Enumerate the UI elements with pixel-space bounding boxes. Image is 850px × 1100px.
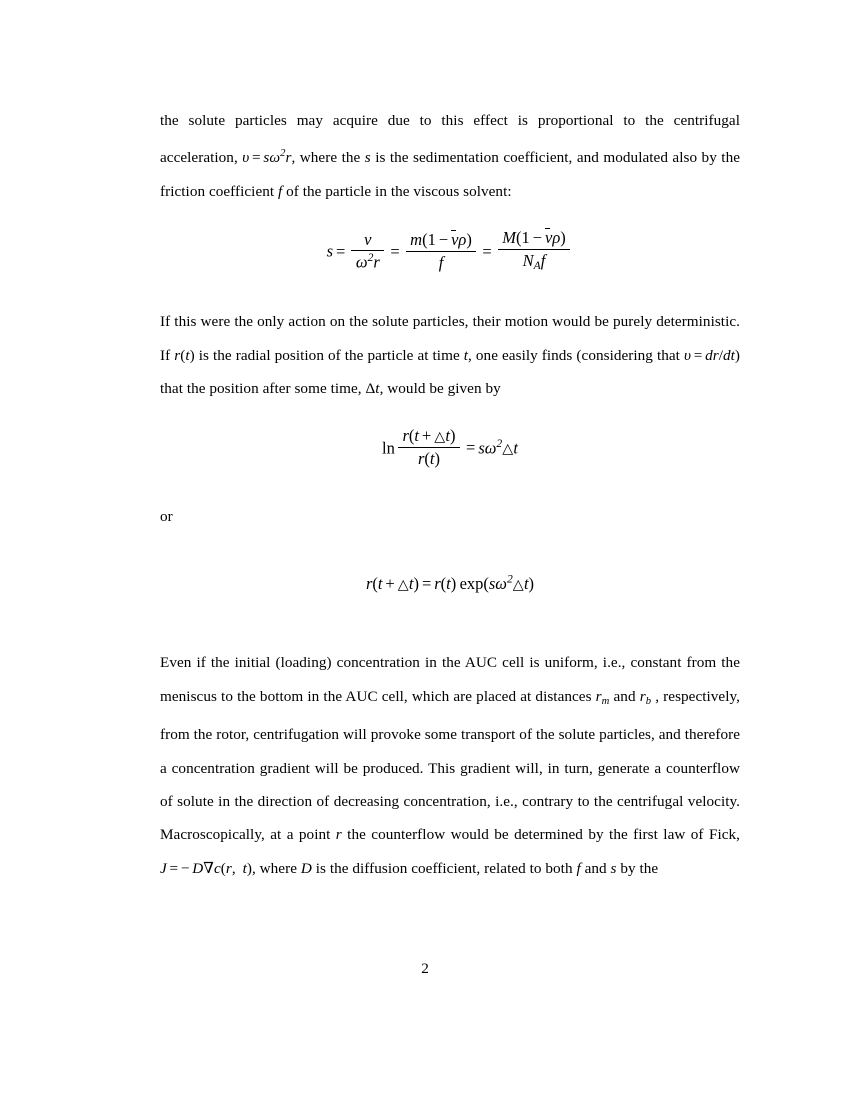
inline-math-delta-t: Δt — [365, 380, 380, 398]
paragraph-2-text-d: ) that the position after some time, — [160, 346, 741, 398]
paragraph-3-text-d: the counterflow would be determined by the first law of Fick, — [341, 826, 740, 844]
spacer — [160, 602, 740, 632]
paragraph-1-text-d: of the particle in the viscous solvent: — [282, 182, 512, 200]
paragraph-1-text-b: , where the — [291, 149, 365, 167]
paragraph-1 — [160, 104, 740, 208]
paragraph-3-text-e: , where — [251, 859, 301, 877]
spacer — [160, 470, 740, 500]
paragraph-3-text-h: by the — [616, 859, 659, 877]
paragraph-2 — [160, 305, 740, 405]
fraction-rt-dt-over-rt: $\frac{r(t + \triangle t)}{r(t)}$ — [398, 426, 460, 468]
fraction-M-over-NAf: $\frac{M(1 - \nu\rho)}{N_Af}$ — [498, 228, 571, 273]
inline-math-s-2: s — [610, 859, 617, 877]
inline-math-s: s — [364, 149, 371, 167]
paragraph-2-text-c: , one easily finds (considering that — [468, 346, 684, 364]
equation-radial-position-exponential — [160, 564, 740, 603]
inline-math-r-m: $r_m$ — [595, 687, 610, 707]
paragraph-2-text-a: If this were the only action on the solute particles, their motion would be purely deterministic. If — [160, 313, 740, 364]
inline-math-J-equals: J = — [160, 859, 179, 877]
inline-math-t: t — [463, 346, 469, 364]
fraction-m-over-f: $\frac{m(1 - \nu\rho)}{f}$ — [406, 230, 477, 272]
equation-2-body: ln $\frac{r(t + \triangle t)}{r(t)}$ = $s\omega^2\triangle t$ — [382, 426, 518, 469]
inline-math-r: r — [335, 826, 342, 844]
inline-math-f-2: f — [576, 859, 581, 877]
paragraph-3-text-g: and — [580, 859, 611, 877]
inline-math-D: D — [300, 859, 312, 877]
paragraph-1-text-a: the solute particles may acquire due to this effect is proportional to the centrifugal acceleration, — [160, 112, 740, 167]
paragraph-3-text-c: , respectively, from the rotor, centrifugation will provoke some transport of the solute particles, and therefore a concentration gradient will be produced. This gradient will, in turn, generate a counterflow of solute in the direction of decreasing concentration, i.e., contrary to the centrifugal velocity. Macroscopically, at a point — [160, 687, 740, 844]
inline-math-f: f — [278, 182, 283, 200]
equation-3-body: r(t + △t) = r(t) $\exp(s\omega^2\triangle t)$ — [365, 573, 535, 593]
paragraph-3-text-b: and — [609, 687, 640, 705]
spacer — [160, 275, 740, 305]
equation-log-radial-position — [160, 428, 740, 471]
paragraph-1-text-c: is the sedimentation coefficient, and modulated also by the friction coefficient — [160, 149, 740, 200]
inline-math-fick-law: − D∇c(r, t) — [180, 858, 252, 877]
paragraph-2-text-b: is the radial position of the particle at time — [194, 346, 464, 364]
page-number: 2 — [421, 960, 429, 977]
fraction-nu-over-omega2r: $\frac{\nu}{\omega^2r}$ — [351, 230, 384, 272]
equation-1-body: s = $\frac{\nu}{\omega^2r}$ = $\frac{m(1 - \nu\rho)}{f}$ = $\frac{M(1 - \nu\rho)}{N_Af}$ — [327, 230, 574, 275]
inline-math-velocity: $\upsilon = s\omega^2r$ — [242, 148, 292, 167]
paragraph-2-text-e: , would be given by — [379, 380, 501, 398]
equation-sedimentation-coefficient — [160, 230, 740, 275]
connector-or-text: or — [160, 508, 173, 526]
spacer — [160, 406, 740, 428]
spacer — [160, 534, 740, 564]
inline-math-r-of-t: r(t) — [174, 346, 195, 364]
paragraph-3-text-f: is the diffusion coefficient, related to both — [311, 859, 577, 877]
connector-or — [160, 500, 740, 533]
page-content — [160, 104, 740, 885]
paragraph-3-text-a: Even if the initial (loading) concentration in the AUC cell is uniform, i.e., constant from the meniscus to the bottom in the AUC cell, which are placed at distances — [160, 654, 740, 705]
spacer — [160, 632, 740, 646]
paragraph-3 — [160, 646, 740, 885]
spacer — [160, 208, 740, 230]
inline-math-dr-dt: υ = dr/dt — [683, 346, 735, 364]
inline-math-r-b: $r_b$ — [639, 687, 652, 707]
